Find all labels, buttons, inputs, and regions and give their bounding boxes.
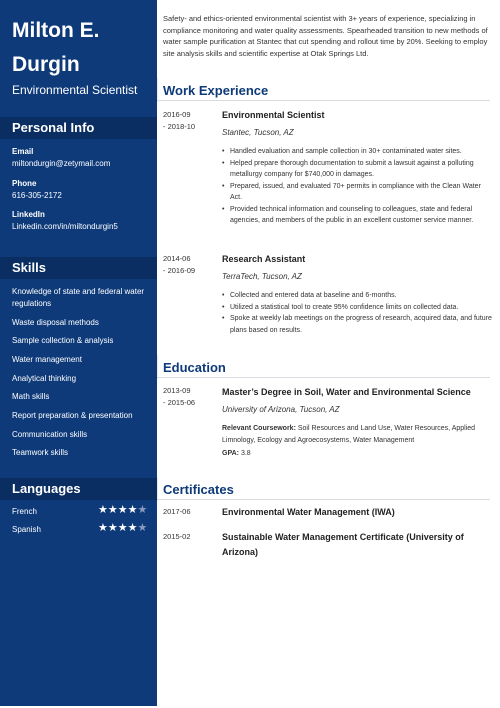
job-dates — [163, 253, 195, 277]
name-line-2: Durgin — [12, 53, 80, 76]
skills-header — [0, 257, 157, 279]
bullet-item: • Prepared, issued, and evaluated 70+ permits in compliance with the Clean Water Act. — [230, 181, 492, 204]
gpa-value: 3.8 — [240, 450, 251, 457]
sidebar — [0, 0, 157, 706]
candidate-name — [12, 14, 152, 82]
date-from: 2016-09 — [163, 110, 191, 119]
bullet-item: • Collected and entered data at baseline and 6-months. — [230, 290, 492, 302]
skill-item: Knowledge of state and federal water regulations — [12, 287, 145, 308]
job-bullets — [222, 290, 492, 336]
job-bullets — [222, 146, 492, 227]
skill-item: Communication skills — [12, 430, 88, 439]
linkedin-label: LinkedIn — [12, 210, 45, 219]
section-divider — [157, 78, 158, 102]
skill-item: Waste disposal methods — [12, 318, 99, 327]
personal-info-header — [0, 117, 157, 139]
date-to: - 2018-10 — [163, 122, 196, 131]
bullet-item: • Provided technical information and counseling to colleagues, state and federal agencies, and members of the public in an excellent customer service manner. — [230, 204, 492, 227]
date-to: - 2016-09 — [163, 266, 196, 275]
star-filled-icon: ★ — [98, 504, 108, 516]
star-filled-icon: ★ — [127, 504, 138, 516]
phone-value[interactable]: 616-305-2172 — [12, 191, 62, 200]
section-rule — [157, 499, 490, 500]
section-divider — [157, 477, 158, 501]
date-from: 2014-06 — [163, 254, 191, 263]
certificate-name: Sustainable Water Management Certificate (University of Arizona) — [222, 532, 464, 557]
education-dates — [163, 385, 195, 409]
bullet-item: • Handled evaluation and sample collection in 30+ contaminated water sites. — [230, 146, 492, 158]
bullet-item: • Helped prepare thorough documentation to submit a lawsuit against a polluting metallurgy company for $740,000 in damages. — [230, 158, 492, 181]
gpa-label: GPA: — [222, 450, 239, 457]
bullet-item: • Spoke at weekly lab meetings on the progress of research, acquired data, and future plans based on results. — [230, 313, 492, 336]
gpa — [222, 448, 490, 460]
language-name: Spanish — [12, 525, 41, 534]
star-filled-icon: ★ — [117, 504, 128, 516]
star-filled-icon: ★ — [117, 522, 128, 534]
star-empty-icon: ★ — [137, 522, 148, 534]
star-filled-icon: ★ — [107, 522, 118, 534]
certificate-date: 2017-06 — [163, 507, 191, 516]
email-value[interactable]: miltondurgin@zetymail.com — [12, 159, 111, 168]
skills-heading: Skills — [12, 260, 46, 275]
skill-item: Water management — [12, 355, 82, 364]
date-from: 2013-09 — [163, 386, 191, 395]
job-dates — [163, 109, 195, 133]
job-title: Environmental Scientist — [12, 83, 138, 97]
work-experience-heading: Work Experience — [163, 83, 269, 98]
date-to: - 2015-06 — [163, 398, 196, 407]
coursework-label: Relevant Coursework: — [222, 425, 296, 432]
star-filled-icon: ★ — [127, 522, 138, 534]
job-employer: Stantec, Tucson, AZ — [222, 128, 294, 137]
coursework — [222, 423, 490, 446]
skill-item: Analytical thinking — [12, 374, 77, 383]
bullet-item: • Utilized a statistical tool to create 95% confidence limits on collected data. — [230, 302, 492, 314]
certificates-header — [157, 477, 500, 501]
star-filled-icon: ★ — [107, 504, 118, 516]
certificate-name: Environmental Water Management (IWA) — [222, 507, 395, 517]
languages-header — [0, 478, 157, 500]
star-filled-icon: ★ — [98, 522, 108, 534]
school-name: University of Arizona, Tucson, AZ — [222, 405, 340, 414]
section-divider — [157, 355, 158, 379]
education-heading: Education — [163, 360, 226, 375]
main-content — [157, 0, 500, 708]
certificates-heading: Certificates — [163, 482, 234, 497]
degree-title: Master’s Degree in Soil, Water and Environmental Science — [222, 387, 471, 397]
coursework-list: Soil Resources and Land Use, Water Resources, Applied Limnology, Ecology and Agroecosystems, Water Management — [222, 425, 476, 444]
skill-item: Math skills — [12, 392, 50, 401]
skill-item: Report preparation & presentation — [12, 411, 133, 420]
star-empty-icon: ★ — [137, 504, 148, 516]
language-rating — [98, 523, 147, 534]
section-rule — [157, 100, 490, 101]
education-header — [157, 355, 500, 379]
job-title: Environmental Scientist — [222, 110, 325, 120]
phone-label: Phone — [12, 179, 37, 188]
job-employer: TerraTech, Tucson, AZ — [222, 272, 302, 281]
profile-summary: Safety- and ethics-oriented environmental scientist with 3+ years of experience, specializing in compliance monitoring and water quality assessments. Spearheaded transition to new methods of water sample purification at Stantec that cut spending and rollout time by 20%. Seeking to employ site analysis skills and scientific expertise at Otak Springs Ltd. — [163, 14, 488, 58]
languages-heading: Languages — [12, 481, 81, 496]
certificate-date: 2015-02 — [163, 532, 191, 541]
work-experience-header — [157, 78, 500, 102]
email-label: Email — [12, 147, 34, 156]
name-line-1: Milton E. — [12, 19, 100, 42]
skill-item: Teamwork skills — [12, 448, 69, 457]
skill-item: Sample collection & analysis — [12, 336, 114, 345]
language-rating — [98, 505, 147, 516]
job-title: Research Assistant — [222, 254, 306, 264]
section-rule — [157, 377, 490, 378]
language-name: French — [12, 507, 37, 516]
linkedin-value[interactable]: Linkedin.com/in/miltondurgin5 — [12, 222, 118, 231]
personal-info-heading: Personal Info — [12, 120, 95, 135]
